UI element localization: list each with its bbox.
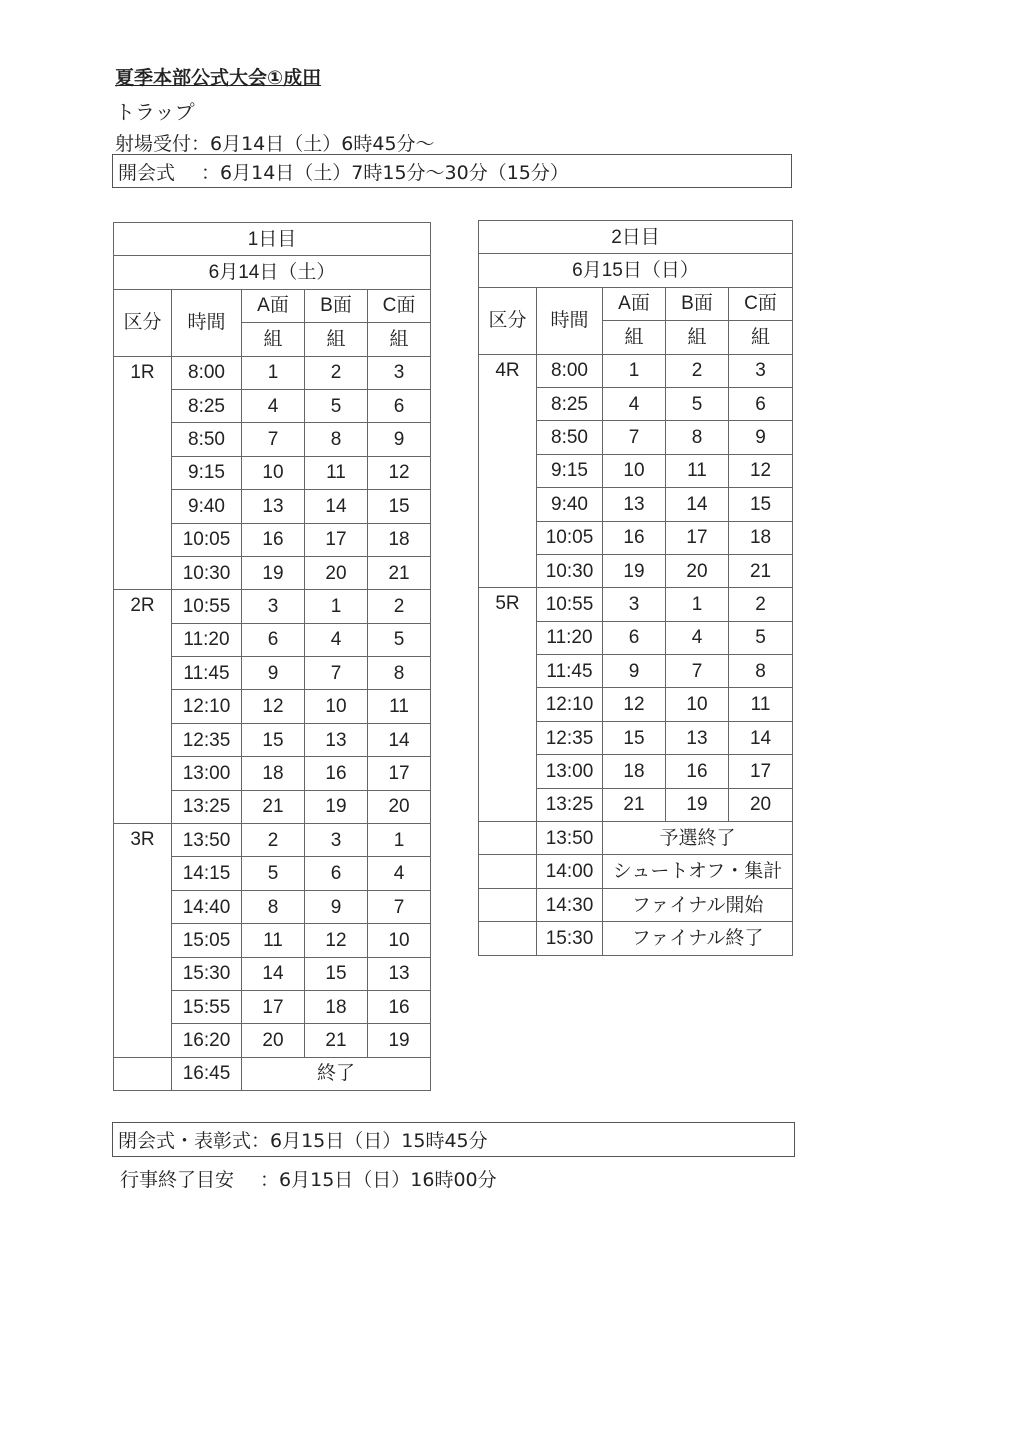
group-a-cell: 17 bbox=[242, 990, 305, 1023]
group-a-cell: 5 bbox=[242, 857, 305, 890]
group-b-cell: 19 bbox=[666, 788, 729, 821]
group-c-cell: 4 bbox=[368, 857, 431, 890]
empty-kubun-cell bbox=[114, 1057, 172, 1090]
group-c-cell: 6 bbox=[729, 387, 793, 420]
time-cell: 12:35 bbox=[537, 721, 603, 754]
group-c-cell: 17 bbox=[729, 755, 793, 788]
group-c-cell: 12 bbox=[729, 454, 793, 487]
time-cell: 8:00 bbox=[537, 354, 603, 387]
group-a-cell: 11 bbox=[242, 924, 305, 957]
group-header: 組 bbox=[666, 321, 729, 354]
group-a-cell: 16 bbox=[603, 521, 666, 554]
time-cell: 15:30 bbox=[172, 957, 242, 990]
group-a-cell: 18 bbox=[242, 757, 305, 790]
group-b-cell: 13 bbox=[305, 723, 368, 756]
group-b-cell: 12 bbox=[305, 924, 368, 957]
date-row bbox=[479, 254, 793, 287]
group-a-cell: 15 bbox=[242, 723, 305, 756]
group-c-cell: 8 bbox=[368, 657, 431, 690]
group-c-cell: 16 bbox=[368, 990, 431, 1023]
group-b-cell: 14 bbox=[666, 488, 729, 521]
group-b-cell: 2 bbox=[305, 356, 368, 389]
empty-kubun-cell bbox=[479, 922, 537, 955]
day-date: 6月14日（土） bbox=[114, 256, 431, 289]
kubun-header: 区分 bbox=[479, 287, 537, 354]
group-a-cell: 14 bbox=[242, 957, 305, 990]
event-row bbox=[479, 822, 793, 855]
group-b-cell: 16 bbox=[305, 757, 368, 790]
group-a-cell: 7 bbox=[603, 421, 666, 454]
group-b-cell: 10 bbox=[305, 690, 368, 723]
closing-ceremony-box bbox=[112, 1122, 795, 1157]
group-c-cell: 20 bbox=[729, 788, 793, 821]
group-c-cell: 3 bbox=[368, 356, 431, 389]
group-c-cell: 1 bbox=[368, 824, 431, 857]
day-label-row bbox=[479, 221, 793, 254]
group-b-cell: 5 bbox=[305, 389, 368, 422]
group-a-cell: 21 bbox=[603, 788, 666, 821]
group-b-cell: 15 bbox=[305, 957, 368, 990]
group-a-cell: 6 bbox=[603, 621, 666, 654]
date-row bbox=[114, 256, 431, 289]
group-c-cell: 18 bbox=[729, 521, 793, 554]
time-cell: 10:30 bbox=[537, 554, 603, 587]
group-b-cell: 6 bbox=[305, 857, 368, 890]
group-b-cell: 8 bbox=[305, 423, 368, 456]
field-a-header: A面 bbox=[603, 287, 666, 320]
group-c-cell: 20 bbox=[368, 790, 431, 823]
group-c-cell: 11 bbox=[729, 688, 793, 721]
group-a-cell: 13 bbox=[603, 488, 666, 521]
time-cell: 10:55 bbox=[537, 588, 603, 621]
day-label: 2日目 bbox=[479, 221, 793, 254]
time-cell: 13:50 bbox=[172, 824, 242, 857]
group-header: 組 bbox=[305, 323, 368, 356]
time-cell: 8:50 bbox=[537, 421, 603, 454]
event-row bbox=[479, 855, 793, 888]
group-a-cell: 12 bbox=[242, 690, 305, 723]
time-cell: 11:45 bbox=[172, 657, 242, 690]
time-cell: 13:00 bbox=[172, 757, 242, 790]
time-cell: 9:40 bbox=[172, 490, 242, 523]
round-label: 2R bbox=[114, 590, 172, 824]
event-row bbox=[479, 922, 793, 955]
time-cell: 14:15 bbox=[172, 857, 242, 890]
group-b-cell: 20 bbox=[305, 556, 368, 589]
group-c-cell: 18 bbox=[368, 523, 431, 556]
group-a-cell: 4 bbox=[603, 387, 666, 420]
group-b-cell: 21 bbox=[305, 1024, 368, 1057]
schedule-row bbox=[114, 356, 431, 389]
group-a-cell: 13 bbox=[242, 490, 305, 523]
empty-kubun-cell bbox=[479, 822, 537, 855]
event-end-estimate bbox=[120, 1165, 497, 1192]
time-cell: 10:05 bbox=[537, 521, 603, 554]
group-a-cell: 4 bbox=[242, 389, 305, 422]
time-cell: 10:05 bbox=[172, 523, 242, 556]
group-c-cell: 9 bbox=[729, 421, 793, 454]
group-header: 組 bbox=[368, 323, 431, 356]
group-b-cell: 19 bbox=[305, 790, 368, 823]
group-a-cell: 10 bbox=[603, 454, 666, 487]
group-header: 組 bbox=[242, 323, 305, 356]
time-cell: 12:10 bbox=[172, 690, 242, 723]
group-a-cell: 15 bbox=[603, 721, 666, 754]
field-c-header: C面 bbox=[368, 289, 431, 322]
group-c-cell: 14 bbox=[729, 721, 793, 754]
group-c-cell: 15 bbox=[368, 490, 431, 523]
field-b-header: B面 bbox=[305, 289, 368, 322]
time-header: 時間 bbox=[537, 287, 603, 354]
time-cell: 8:00 bbox=[172, 356, 242, 389]
time-cell: 14:40 bbox=[172, 890, 242, 923]
time-cell: 11:45 bbox=[537, 655, 603, 688]
group-a-cell: 9 bbox=[242, 657, 305, 690]
group-a-cell: 3 bbox=[603, 588, 666, 621]
document-title: 夏季本部公式大会①成田 bbox=[115, 67, 322, 89]
group-c-cell: 6 bbox=[368, 389, 431, 422]
time-cell: 15:30 bbox=[537, 922, 603, 955]
time-cell: 13:00 bbox=[537, 755, 603, 788]
round-label: 1R bbox=[114, 356, 172, 590]
time-cell: 9:15 bbox=[172, 456, 242, 489]
group-a-cell: 10 bbox=[242, 456, 305, 489]
group-b-cell: 8 bbox=[666, 421, 729, 454]
event-text: ファイナル終了 bbox=[603, 922, 793, 955]
group-b-cell: 2 bbox=[666, 354, 729, 387]
group-b-cell: 18 bbox=[305, 990, 368, 1023]
group-c-cell: 11 bbox=[368, 690, 431, 723]
field-c-header: C面 bbox=[729, 287, 793, 320]
group-c-cell: 10 bbox=[368, 924, 431, 957]
group-b-cell: 16 bbox=[666, 755, 729, 788]
empty-kubun-cell bbox=[479, 888, 537, 921]
group-c-cell: 17 bbox=[368, 757, 431, 790]
group-b-cell: 5 bbox=[666, 387, 729, 420]
header-row bbox=[479, 287, 793, 320]
group-b-cell: 4 bbox=[666, 621, 729, 654]
empty-kubun-cell bbox=[479, 855, 537, 888]
group-a-cell: 9 bbox=[603, 655, 666, 688]
group-b-cell: 7 bbox=[666, 655, 729, 688]
time-cell: 10:55 bbox=[172, 590, 242, 623]
reception-time: 射場受付：6月14日（土）6時45分～ bbox=[115, 133, 435, 155]
closing-ceremony: 閉会式・表彰式：6月15日（日）15時45分 bbox=[118, 1130, 488, 1152]
time-cell: 9:15 bbox=[537, 454, 603, 487]
time-cell: 12:10 bbox=[537, 688, 603, 721]
round-label: 3R bbox=[114, 824, 172, 1058]
time-cell: 15:05 bbox=[172, 924, 242, 957]
group-b-cell: 10 bbox=[666, 688, 729, 721]
group-c-cell: 5 bbox=[368, 623, 431, 656]
field-b-header: B面 bbox=[666, 287, 729, 320]
time-header: 時間 bbox=[172, 289, 242, 356]
group-c-cell: 13 bbox=[368, 957, 431, 990]
group-b-cell: 20 bbox=[666, 554, 729, 587]
opening-ceremony-box bbox=[112, 154, 792, 188]
group-c-cell: 8 bbox=[729, 655, 793, 688]
time-cell: 11:20 bbox=[537, 621, 603, 654]
time-cell: 8:25 bbox=[537, 387, 603, 420]
opening-label: 開会式 bbox=[118, 161, 176, 184]
group-header: 組 bbox=[603, 321, 666, 354]
time-cell: 11:20 bbox=[172, 623, 242, 656]
group-c-cell: 21 bbox=[729, 554, 793, 587]
group-b-cell: 14 bbox=[305, 490, 368, 523]
group-a-cell: 16 bbox=[242, 523, 305, 556]
group-c-cell: 15 bbox=[729, 488, 793, 521]
schedule-row bbox=[114, 824, 431, 857]
event-row bbox=[114, 1057, 431, 1090]
header-row bbox=[114, 289, 431, 322]
kubun-header: 区分 bbox=[114, 289, 172, 356]
schedule-row bbox=[479, 354, 793, 387]
time-cell: 14:30 bbox=[537, 888, 603, 921]
group-a-cell: 19 bbox=[603, 554, 666, 587]
end-value: ：6月15日（日）16時00分 bbox=[260, 1169, 497, 1191]
time-cell: 8:25 bbox=[172, 389, 242, 422]
schedule-row bbox=[114, 590, 431, 623]
group-a-cell: 2 bbox=[242, 824, 305, 857]
group-a-cell: 12 bbox=[603, 688, 666, 721]
event-type: トラップ bbox=[115, 100, 195, 124]
time-cell: 15:55 bbox=[172, 990, 242, 1023]
day-date: 6月15日（日） bbox=[479, 254, 793, 287]
group-b-cell: 7 bbox=[305, 657, 368, 690]
time-cell: 16:20 bbox=[172, 1024, 242, 1057]
group-b-cell: 17 bbox=[305, 523, 368, 556]
event-text: 予選終了 bbox=[603, 822, 793, 855]
group-a-cell: 8 bbox=[242, 890, 305, 923]
event-text: ファイナル開始 bbox=[603, 888, 793, 921]
group-b-cell: 4 bbox=[305, 623, 368, 656]
schedule-row bbox=[479, 588, 793, 621]
time-cell: 12:35 bbox=[172, 723, 242, 756]
group-header: 組 bbox=[729, 321, 793, 354]
day2-schedule-table bbox=[478, 220, 793, 956]
group-c-cell: 9 bbox=[368, 423, 431, 456]
end-label: 行事終了目安 bbox=[120, 1169, 235, 1191]
group-b-cell: 17 bbox=[666, 521, 729, 554]
group-a-cell: 21 bbox=[242, 790, 305, 823]
group-b-cell: 11 bbox=[666, 454, 729, 487]
day-label: 1日目 bbox=[114, 223, 431, 256]
group-a-cell: 6 bbox=[242, 623, 305, 656]
group-b-cell: 1 bbox=[305, 590, 368, 623]
time-cell: 13:50 bbox=[537, 822, 603, 855]
opening-value: ：6月14日（土）7時15分～30分（15分） bbox=[201, 161, 569, 184]
group-a-cell: 20 bbox=[242, 1024, 305, 1057]
group-c-cell: 5 bbox=[729, 621, 793, 654]
round-label: 5R bbox=[479, 588, 537, 822]
time-cell: 10:30 bbox=[172, 556, 242, 589]
group-b-cell: 3 bbox=[305, 824, 368, 857]
group-a-cell: 19 bbox=[242, 556, 305, 589]
group-a-cell: 1 bbox=[242, 356, 305, 389]
time-cell: 16:45 bbox=[172, 1057, 242, 1090]
day1-schedule-table bbox=[113, 222, 431, 1091]
group-a-cell: 18 bbox=[603, 755, 666, 788]
field-a-header: A面 bbox=[242, 289, 305, 322]
time-cell: 13:25 bbox=[537, 788, 603, 821]
time-cell: 9:40 bbox=[537, 488, 603, 521]
group-b-cell: 11 bbox=[305, 456, 368, 489]
group-a-cell: 1 bbox=[603, 354, 666, 387]
group-c-cell: 2 bbox=[368, 590, 431, 623]
group-a-cell: 7 bbox=[242, 423, 305, 456]
time-cell: 13:25 bbox=[172, 790, 242, 823]
round-label: 4R bbox=[479, 354, 537, 588]
group-b-cell: 1 bbox=[666, 588, 729, 621]
day-label-row bbox=[114, 223, 431, 256]
time-cell: 8:50 bbox=[172, 423, 242, 456]
event-text: 終了 bbox=[242, 1057, 431, 1090]
group-c-cell: 2 bbox=[729, 588, 793, 621]
group-b-cell: 13 bbox=[666, 721, 729, 754]
event-text: シュートオフ・集計 bbox=[603, 855, 793, 888]
group-b-cell: 9 bbox=[305, 890, 368, 923]
group-a-cell: 3 bbox=[242, 590, 305, 623]
group-c-cell: 7 bbox=[368, 890, 431, 923]
group-c-cell: 19 bbox=[368, 1024, 431, 1057]
group-c-cell: 12 bbox=[368, 456, 431, 489]
group-c-cell: 21 bbox=[368, 556, 431, 589]
time-cell: 14:00 bbox=[537, 855, 603, 888]
group-c-cell: 14 bbox=[368, 723, 431, 756]
group-c-cell: 3 bbox=[729, 354, 793, 387]
event-row bbox=[479, 888, 793, 921]
